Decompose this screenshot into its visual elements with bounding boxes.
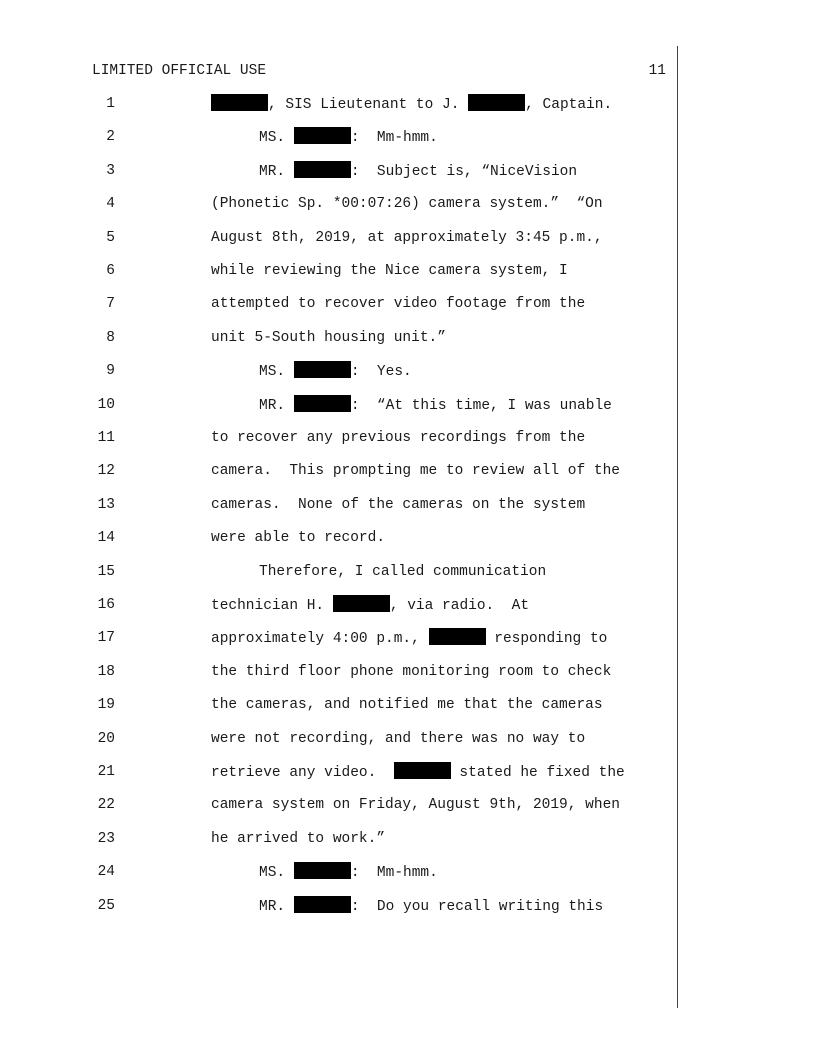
line-text [211,228,603,248]
line-number: 22 [97,797,115,814]
transcript-line [0,695,700,715]
line-text [211,795,620,815]
line-number: 23 [97,830,115,847]
text-segment: , Captain. [525,97,613,113]
line-number: 2 [106,129,115,146]
page-number: 11 [648,63,666,79]
line-number: 25 [97,897,115,914]
text-segment: cameras. None of the cameras on the system [211,496,586,513]
transcript-line [0,461,700,481]
line-text [259,395,612,416]
line-text [259,896,603,917]
line-number: 24 [97,864,115,881]
transcript-line [0,228,700,248]
line-text [259,361,412,382]
text-segment: : Subject is, “NiceVision [350,163,578,180]
redaction-box [333,595,390,612]
transcript-line [0,562,700,582]
text-segment: MS. [259,364,294,381]
text-segment: to recover any previous recordings from the [211,430,586,446]
line-number: 11 [97,430,115,446]
redaction-box [294,395,351,412]
text-segment: while reviewing the Nice camera system, I [211,263,568,279]
redaction-box [468,94,525,111]
transcript-line [0,395,700,415]
text-segment: he arrived to work.” [211,830,386,847]
transcript-line [0,428,700,448]
transcript-line [0,294,700,314]
text-segment: Therefore, I called communication [259,563,547,580]
transcript-line [0,161,700,181]
text-segment: were able to record. [211,530,386,547]
line-number: 9 [106,363,115,380]
text-segment: technician H. [211,598,333,614]
redaction-box [294,161,351,178]
transcript-line [0,528,700,548]
transcript-line [0,829,700,849]
line-text [211,495,585,515]
redaction-box [294,361,351,378]
line-text [211,428,585,448]
line-number: 17 [97,630,115,647]
text-segment: MS. [259,130,294,147]
text-segment: camera. This prompting me to review all of the [211,463,620,480]
text-segment: the third floor phone monitoring room to check [211,663,612,680]
redaction-box [294,127,351,144]
line-text [211,261,568,281]
line-text [259,161,577,182]
line-number: 8 [106,329,115,346]
line-text [211,94,612,115]
line-number: 12 [97,463,115,480]
transcript-line [0,194,700,214]
text-segment: MR. [259,163,294,180]
transcript-line [0,628,700,648]
transcript-line [0,495,700,515]
text-segment: MS. [259,865,294,882]
transcript-line [0,595,700,615]
line-text [259,862,438,883]
text-segment: (Phonetic Sp. *00:07:26) camera system.” “On [211,196,603,213]
text-segment: approximately 4:00 p.m., [211,631,429,648]
text-segment: were not recording, and there was no way to [211,730,586,747]
text-segment: : Do you recall writing this [350,898,604,915]
line-number: 1 [106,96,115,112]
line-number: 14 [97,530,115,547]
redaction-box [294,862,351,879]
text-segment: unit 5-South housing unit.” [211,329,446,346]
header-title: LIMITED OFFICIAL USE [92,63,267,79]
redaction-box [394,762,451,779]
line-text [211,528,385,548]
line-number: 16 [97,597,115,613]
line-text [211,729,585,749]
line-text [211,628,607,649]
line-text [211,762,625,783]
transcript-line [0,94,700,114]
line-text [259,562,546,582]
transcript-line [0,862,700,882]
line-text [259,127,438,148]
redaction-box [211,94,268,111]
text-segment: camera system on Friday, August 9th, 2019, when [211,797,620,814]
text-segment: stated he fixed the [450,765,625,781]
line-number: 4 [106,196,115,213]
line-number: 13 [97,496,115,513]
transcript-line [0,361,700,381]
text-segment: August 8th, 2019, at approximately 3:45 p.m., [211,229,603,246]
transcript-line [0,729,700,749]
text-segment: : “At this time, I was unable [350,397,612,414]
transcript-line [0,762,700,782]
text-segment: MR. [259,397,294,414]
text-segment: , via radio. At [389,598,530,614]
line-number: 6 [106,263,115,279]
line-text [211,662,611,682]
text-segment: responding to [485,631,608,648]
text-segment: the cameras, and notified me that the cameras [211,697,603,714]
transcript-line [0,795,700,815]
transcript-line [0,127,700,147]
line-text [211,194,603,214]
line-text [211,461,620,481]
line-number: 10 [97,396,115,413]
text-segment: , SIS Lieutenant to J. [268,97,469,113]
line-number: 5 [106,229,115,246]
line-text [211,595,529,616]
transcript-line [0,662,700,682]
line-number: 21 [97,764,115,780]
text-segment: attempted to recover video footage from the [211,296,586,313]
text-segment: : Mm-hmm. [350,865,438,882]
transcript-line [0,328,700,348]
text-segment: : Yes. [350,364,412,381]
redaction-box [429,628,486,645]
text-segment: MR. [259,898,294,915]
line-number: 15 [97,563,115,580]
transcript-line [0,896,700,916]
line-number: 20 [97,730,115,747]
line-number: 19 [97,697,115,714]
line-number: 3 [106,162,115,179]
line-text [211,695,603,715]
line-number: 7 [106,296,115,313]
line-text [211,829,385,849]
line-number: 18 [97,663,115,680]
text-segment: : Mm-hmm. [350,130,438,147]
transcript-line [0,261,700,281]
line-text [211,294,585,314]
text-segment: retrieve any video. [211,765,394,781]
redaction-box [294,896,351,913]
line-text [211,328,446,348]
